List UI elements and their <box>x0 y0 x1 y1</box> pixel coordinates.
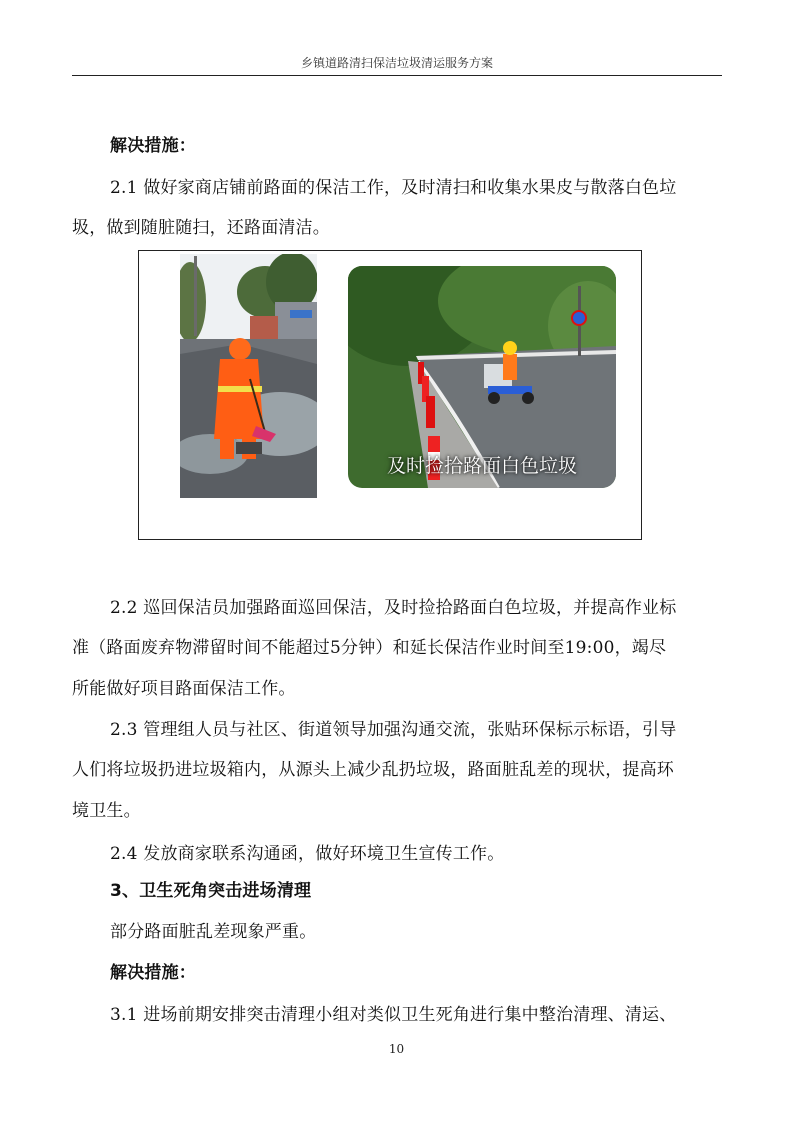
paragraph-2-1-line-1: 2.1 做好家商店铺前路面的保洁工作，及时清扫和收集水果皮与散落白色垃 <box>110 178 677 198</box>
paragraph-2-2-line-3: 所能做好项目路面保洁工作。 <box>72 679 296 699</box>
photo-caption: 及时捡拾路面白色垃圾 <box>386 455 577 477</box>
paragraph-3-1-line-1: 3.1 进场前期安排突击清理小组对类似卫生死角进行集中整治清理、清运、 <box>110 1005 677 1025</box>
header-rule <box>72 75 722 76</box>
paragraph-2-3-line-2: 人们将垃圾扔进垃圾箱内，从源头上减少乱扔垃圾，路面脏乱差的现状，提高环 <box>72 760 674 780</box>
page-number: 10 <box>388 1042 405 1056</box>
paragraph-2-4: 2.4 发放商家联系沟通函，做好环境卫生宣传工作。 <box>110 844 505 864</box>
paragraph-2-3-line-3: 境卫生。 <box>72 801 141 821</box>
paragraph-2-3-line-1: 2.3 管理组人员与社区、街道领导加强沟通交流，张贴环保标示标语，引导 <box>110 720 677 740</box>
heading-solution-measures: 解决措施： <box>110 136 196 156</box>
paragraph-2-2-line-1: 2.2 巡回保洁员加强路面巡回保洁，及时捡拾路面白色垃圾，并提高作业标 <box>110 598 677 618</box>
photo-figure <box>138 250 642 540</box>
paragraph-2-1-line-2: 圾，做到随脏随扫，还路面清洁。 <box>72 218 330 238</box>
section-3-description: 部分路面脏乱差现象严重。 <box>110 922 317 942</box>
road-cleaning-vehicle-photo <box>348 266 616 488</box>
running-header: 乡镇道路清扫保洁垃圾清运服务方案 <box>300 56 493 70</box>
heading-solution-measures-2: 解决措施： <box>110 963 196 983</box>
section-3-heading: 3、卫生死角突击进场清理 <box>110 881 312 901</box>
paragraph-2-2-line-2: 准（路面废弃物滞留时间不能超过5分钟）和延长保洁作业时间至19:00，竭尽 <box>72 638 667 658</box>
street-sweeper-photo <box>180 254 317 498</box>
